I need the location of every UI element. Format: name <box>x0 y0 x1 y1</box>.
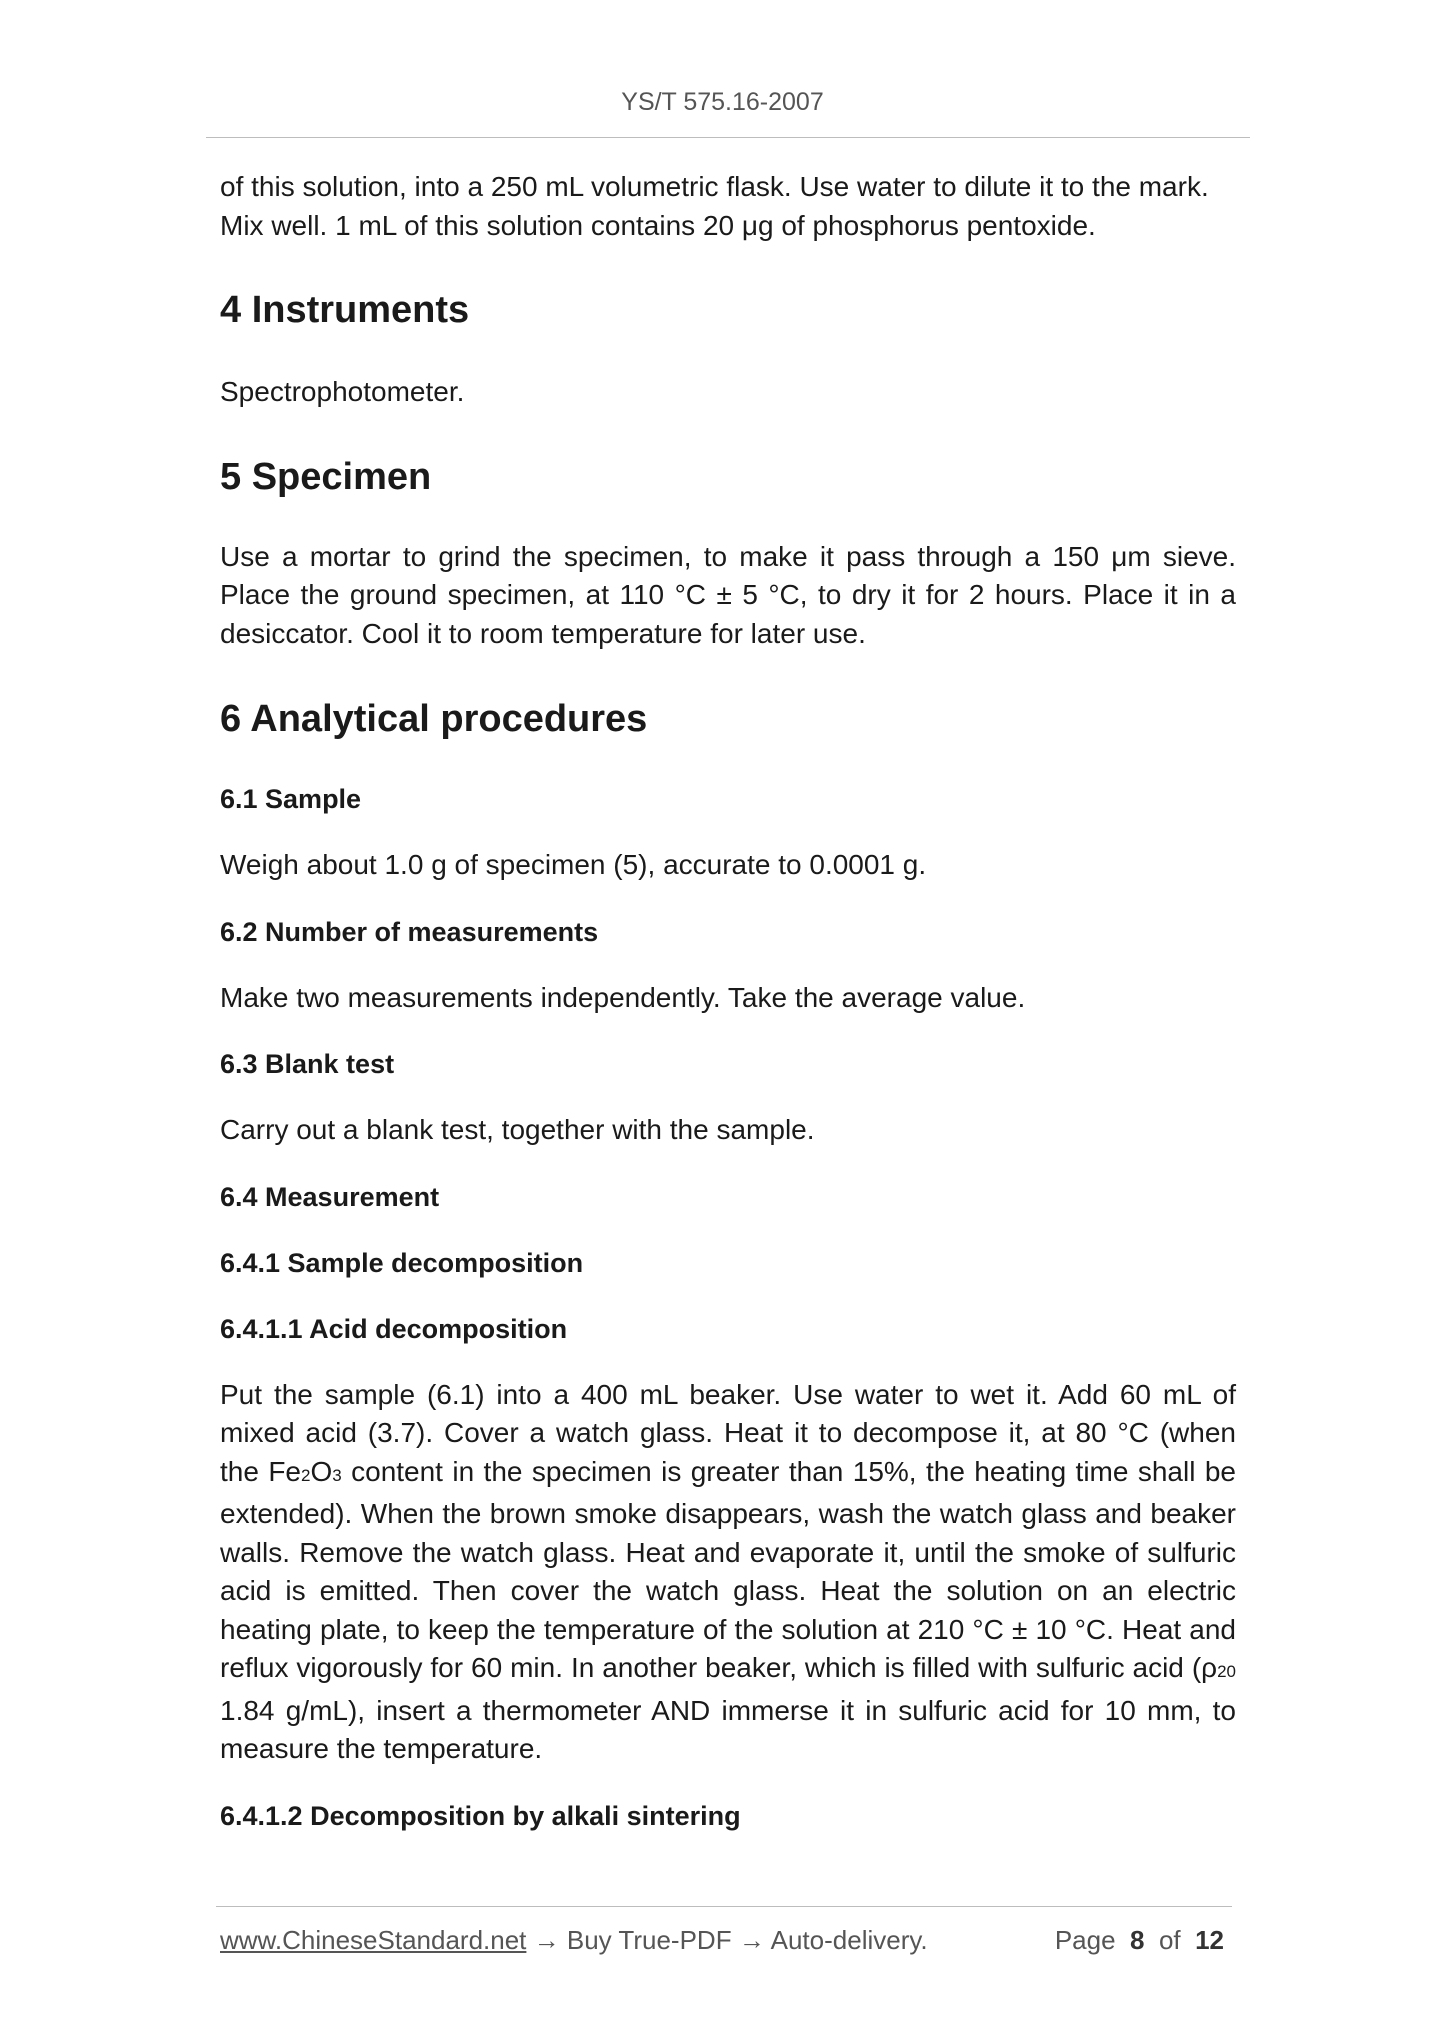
intro-line-1: of this solution, into a 250 mL volumetric flask. Use water to dilute it to the mark. <box>220 171 1209 202</box>
section-6-2-heading: 6.2 Number of measurements <box>220 916 599 947</box>
section-6-3-text: Carry out a blank test, together with the sample. <box>220 1114 815 1145</box>
section-6-1-text: Weigh about 1.0 g of specimen (5), accurate to 0.0001 g. <box>220 849 927 880</box>
header-divider <box>206 137 1250 138</box>
website-link[interactable]: www.ChineseStandard.net <box>220 1925 527 1955</box>
footer-divider <box>216 1906 1232 1907</box>
arrow-icon: → <box>533 1925 560 1955</box>
delivery-text: Auto-delivery. <box>770 1925 928 1955</box>
page-footer <box>220 1925 1232 1956</box>
section-6-4-1-heading: 6.4.1 Sample decomposition <box>220 1247 584 1278</box>
section-6-4-1-1-heading: 6.4.1.1 Acid decomposition <box>220 1313 568 1344</box>
page-number: Page 8 of 12 <box>1054 1925 1224 1955</box>
section-5-heading: 5 Specimen <box>220 455 432 498</box>
section-6-3-heading: 6.3 Blank test <box>220 1049 395 1079</box>
section-6-1-heading: 6.1 Sample <box>220 784 362 814</box>
section-5-text: Use a mortar to grind the specimen, to make it pass through a 150 μm sieve. Place the ground specimen, at 110 °C ± 5 °C, to dry it for 2 hours. Place it in a desiccator. Cool it to room temperature for later use. <box>220 540 1236 649</box>
document-id: YS/T 575.16-2007 <box>621 88 824 116</box>
page-content <box>220 168 1236 1835</box>
section-6-4-heading: 6.4 Measurement <box>220 1181 440 1212</box>
arrow-icon: → <box>738 1925 765 1955</box>
section-4-text: Spectrophotometer. <box>220 376 465 407</box>
section-6-4-1-1-text: Put the sample (6.1) into a 400 mL beaker. Use water to wet it. Add 60 mL of mixed acid (3.7). Cover a watch glass. Heat it to decompose it, at 80 °C (when the Fe2O3 content in the specimen is greater than 15%, the heating time shall be extended). When the brown smoke disappears, wash the watch glass and beaker walls. Remove the watch glass. Heat and evaporate it, until the smoke of sulfuric acid is emitted. Then cover the watch glass. Heat the solution on an electric heating plate, to keep the temperature of the solution at 210 °C ± 10 °C. Heat and reflux vigorously for 60 min. In another beaker, which is filled with sulfuric acid (ρ20 1.84 g/mL), insert a thermometer AND immerse it in sulfuric acid for 10 mm, to measure the temperature. <box>220 1378 1236 1764</box>
subscript: 3 <box>332 1465 342 1485</box>
section-6-heading: 6 Analytical procedures <box>220 698 648 740</box>
section-6-4-1-2-heading: 6.4.1.2 Decomposition by alkali sintering <box>220 1800 741 1831</box>
subscript: 2 <box>301 1465 311 1485</box>
buy-text: Buy True-PDF <box>566 1925 732 1955</box>
section-4-heading: 4 Instruments <box>220 289 470 331</box>
intro-line-2: Mix well. 1 mL of this solution contains 20 μg of phosphorus pentoxide. <box>220 209 1096 241</box>
section-6-2-text: Make two measurements independently. Take the average value. <box>220 981 1026 1013</box>
subscript: 20 <box>1217 1662 1236 1681</box>
